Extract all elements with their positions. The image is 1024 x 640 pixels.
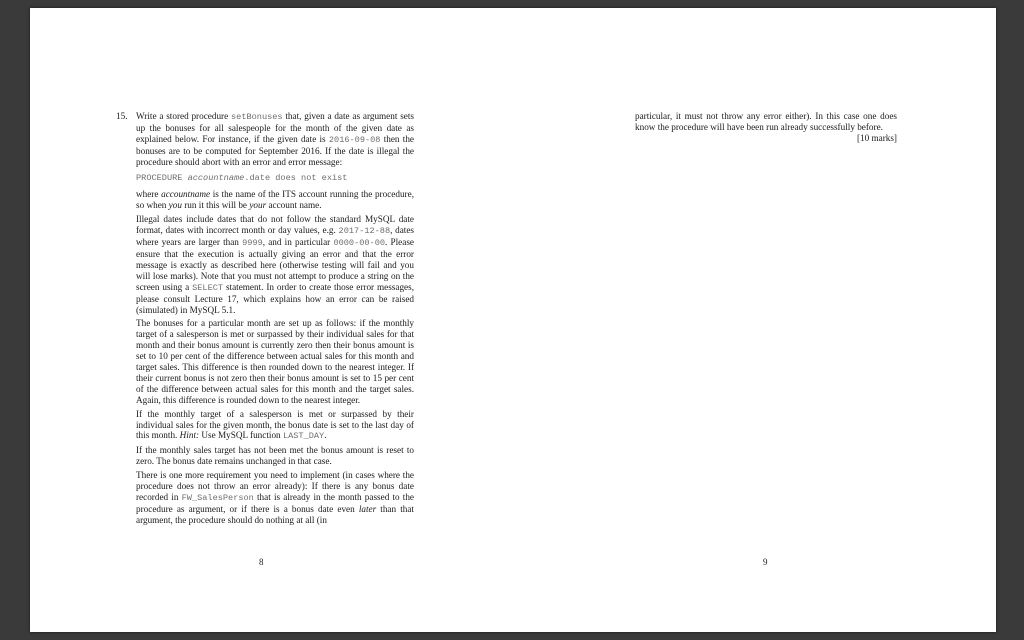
error-message-code: PROCEDURE accountname.date does not exist [136,172,348,183]
question-number: 15. [116,111,128,121]
right-page-column [635,111,897,144]
bonus-date-paragraph: If the monthly target of a salesperson is met or surpassed by their individual sales for the given month, the bonus date is set to the last day of this month. Hint: Use MySQL function LAST_DAY. [136,408,414,442]
page-number-right: 9 [763,557,768,567]
inline-code: 9999 [242,238,263,249]
question-intro-paragraph: Write a stored procedure setBonuses that, given a date as argument sets up the bonuses for all salespeople for the month of the given date as explained below. For instance, if the given date is 2016-09-08 then the bonuses are to be computed for September 2016. If the date is illegal the procedure should abort with an error and error message: [136,111,414,167]
inline-code: setBonuses [231,112,283,122]
inline-code: 2016-09-08 [328,134,381,145]
extra-requirement-paragraph: There is one more requirement you need to implement (in cases where the procedure does not throw an error already): If there is any bonus date recorded in FW_SalesPerson that is already in the month passed to the procedure as argument, or if there is a bonus date even later than that argument, the procedure should do nothing at all (in [136,470,415,525]
inline-code: 0000-00-00 [333,238,386,249]
inline-code: LAST_DAY [282,431,325,442]
page-number-left: 8 [259,557,264,567]
target-not-met-paragraph: If the monthly sales target has not been met the bonus amount is reset to zero. The bonus date remains unchanged in that case. [136,445,414,467]
illegal-dates-paragraph: Illegal dates include dates that do not follow the standard MySQL date format, dates with incorrect month or day values, e.g. 2017-12-88, dates where years are larger than 9999, and in particular 0000-00-00. Please ensure that the execution is actually giving an error and that the error message is exactly as described here (otherwise testing will fail and you will lose marks). Note that you must not attempt to produce a string on the screen using a SELECT statement. In order to create those error messages, please consult Lecture 17, which explains how an error can be raised (simulated) in MySQL 5.1. [136,214,414,315]
inline-code: 2017-12-88 [338,226,391,237]
marks-label: [10 marks] [856,132,897,143]
inline-code: SELECT [192,282,224,293]
left-page-column [116,111,415,529]
inline-code: FW_SalesPerson [181,493,254,503]
document-spread [30,8,996,632]
continuation-paragraph: particular, it must not throw any error either). In this case one does know the procedure will have been run already successfully before. [635,111,897,132]
accountname-paragraph: where accountname is the name of the ITS account running the procedure, so when you run it this will be your account name. [136,189,414,211]
bonus-rules-paragraph: The bonuses for a particular month are set up as follows: if the monthly target of a salesperson is met or surpassed by their individual sales for that month and their bonus amount is currently zero then their bonus amount is set to 10 per cent of the difference between actual sales for this month and target sales. This difference is then rounded down to the nearest integer. If their current bonus is not zero then their bonus amount is set to 15 per cent of the difference between actual sales for this month and the target sales. Again, this difference is rounded down to the nearest integer. [136,318,414,405]
